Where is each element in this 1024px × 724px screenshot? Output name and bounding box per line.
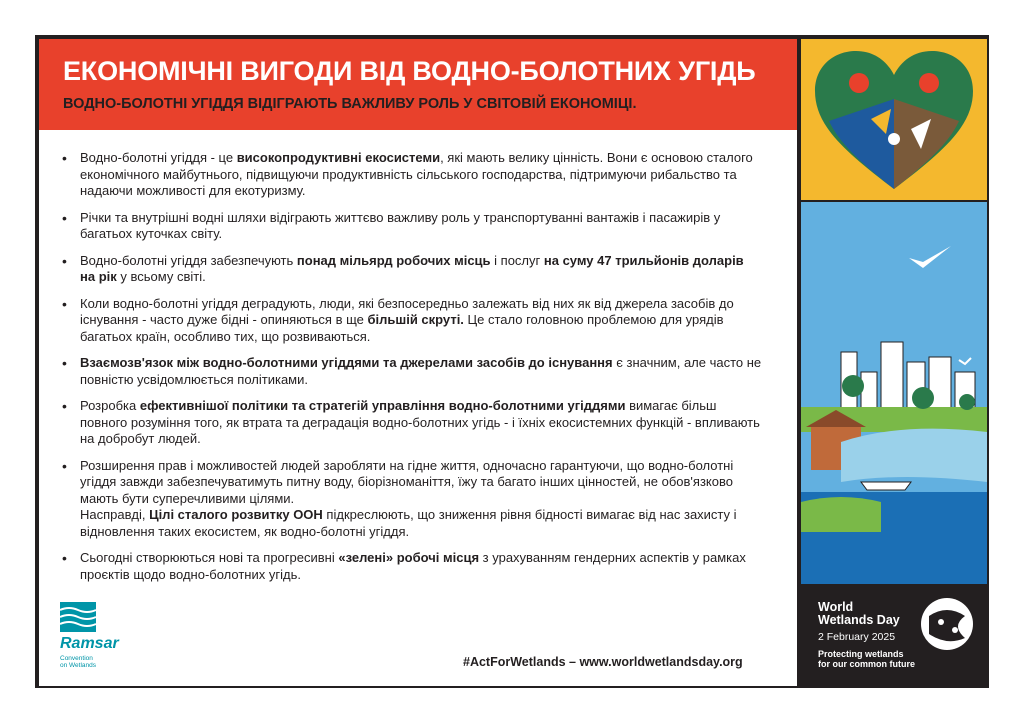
wetland-city-illustration bbox=[801, 202, 987, 584]
ramsar-subtitle: Convention on Wetlands bbox=[60, 655, 97, 669]
page-title: ЕКОНОМІЧНІ ВИГОДИ ВІД ВОДНО-БОЛОТНИХ УГІДЬ bbox=[63, 56, 756, 86]
wwd-title-line: World bbox=[818, 600, 854, 614]
page-subtitle: ВОДНО-БОЛОТНІ УГІДДЯ ВІДІГРАЮТЬ ВАЖЛИВУ РОЛЬ У СВІТОВІЙ ЕКОНОМІЦІ. bbox=[63, 96, 637, 112]
wwd-title bbox=[818, 601, 900, 627]
list-item: • Водно-болотні угіддя - це високопродуктивні екосистеми, які мають велику цінність. Вони є основою сталого економічного майбутнього, підвищуючи продуктивність сільського господарства, підтримуючи рибальство та надаючи можливості для екотуризму. bbox=[62, 150, 762, 200]
wwd-tagline-line: for our common future bbox=[818, 659, 915, 669]
list-item: • Річки та внутрішні водні шляхи відіграють життєво важливу роль у транспортуванні вантажів і пасажирів у багатьох куточках світу. bbox=[62, 210, 762, 243]
wwd-title-line: Wetlands Day bbox=[818, 613, 900, 627]
bullet-list bbox=[62, 150, 762, 593]
list-item: • Розробка ефективнішої політики та стратегій управління водно-болотними угіддями вимагає більш повного розуміння того, як втрата та деградація водно-болотних угідь - і їхніх екосистемних функцій - впливають на добробут людей. bbox=[62, 398, 762, 448]
list-item: • Розширення прав і можливостей людей заробляти на гідне життя, одночасно гарантуючи, що водно-болотні угіддя завжди забезпечуватимуть питну воду, біорізноманіття, їжу та багато інших цінностей, не обов'язково мають бути суперечливими цілями. Насправді, Цілі сталого розвитку ООН підкреслюють, що зниження рівня бідності вимагає від нас захисту і відновлення таких екосистем, як водно-болотні угіддя. bbox=[62, 458, 762, 541]
ramsar-waves-icon bbox=[58, 602, 118, 634]
city-scene-icon bbox=[801, 202, 987, 584]
list-item: • Водно-болотні угіддя забезпечують понад мільярд робочих місць і послуг на суму 47 трильйонів доларів на рік у всьому світі. bbox=[62, 253, 762, 286]
list-item: • Сьогодні створюються нові та прогресивні «зелені» робочі місця з урахуванням гендерних аспектів у рамках проєктів щодо водно-болотних угідь. bbox=[62, 550, 762, 583]
wwd-date: 2 February 2025 bbox=[818, 631, 896, 643]
heart-icon bbox=[801, 39, 987, 200]
list-item: • Взаємозв'язок між водно-болотними угіддями та джерелами засобів до існування є значним, але часто не повністю усвідомлюється політиками. bbox=[62, 355, 762, 388]
footer-link[interactable]: #ActForWetlands – www.worldwetlandsday.org bbox=[463, 655, 743, 669]
heart-artwork-panel bbox=[801, 39, 987, 200]
wwd-tagline-line: Protecting wetlands bbox=[818, 649, 904, 659]
wwd-tagline bbox=[818, 649, 915, 669]
ramsar-name: Ramsar bbox=[60, 635, 119, 652]
list-item: • Коли водно-болотні угіддя деградують, люди, які безпосередньо залежать від них як від джерела засобів до існування - часто дуже бідні - опиняються в ще більшій скруті. Це стало головною проблемою для урядів багатьох країн, особливо тих, що розвиваються. bbox=[62, 296, 762, 346]
